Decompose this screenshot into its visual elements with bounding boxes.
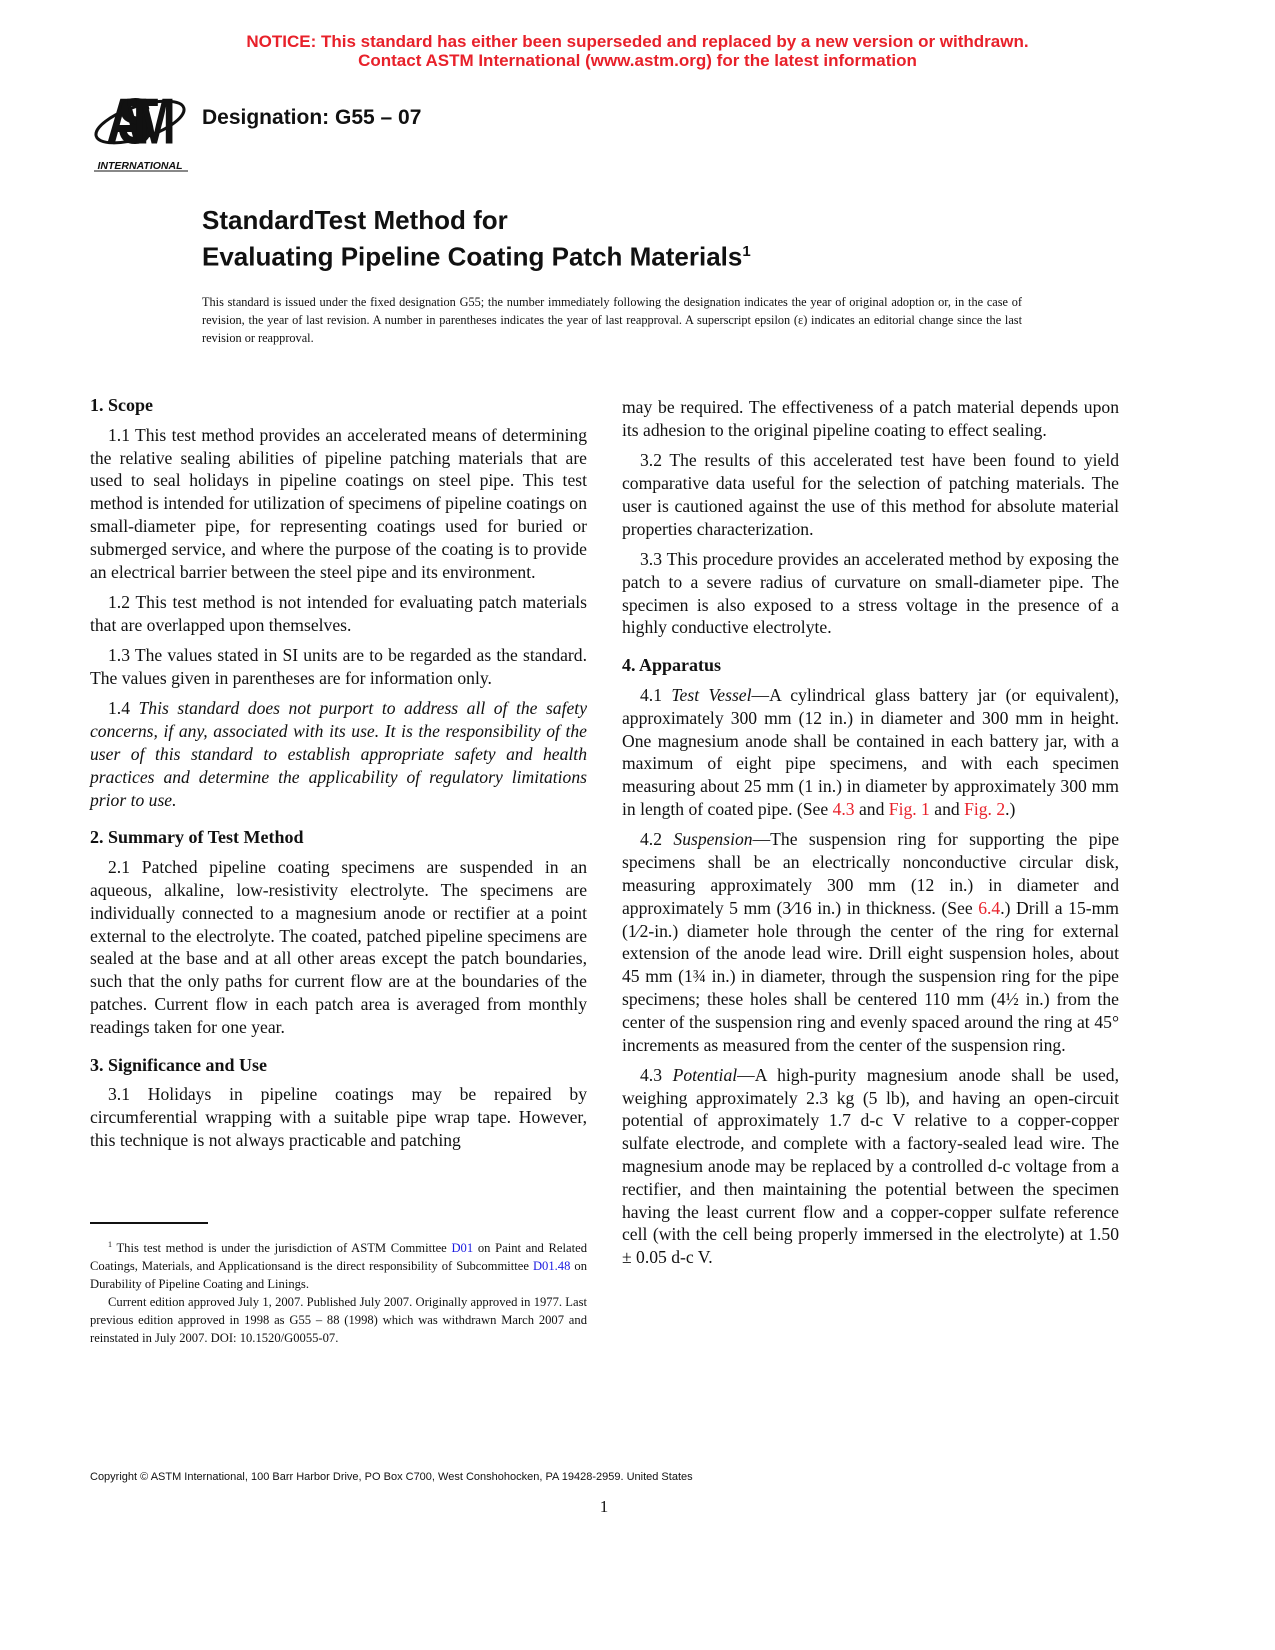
svg-text:ASTM: ASTM	[106, 86, 176, 159]
cross-reference-link[interactable]: Fig. 1	[888, 798, 930, 819]
section-heading	[622, 654, 1119, 677]
text-segment: on Durability of Pipeline Coating and Linings.	[90, 1259, 587, 1291]
paragraph	[90, 1083, 587, 1151]
footnote-divider	[90, 1222, 208, 1224]
text-segment: —A cylindrical glass battery jar (or equivalent), approximately 300 mm (12 in.) in diameter and 300 mm in height. One magnesium anode shall be contained in each battery jar, with a maximum of eight pipe specimens, and with each specimen measuring about 25 mm (1 in.) in diameter by approximately 300 mm in length of coated pipe. (See	[622, 684, 1120, 819]
text-segment: 1.1 This test method provides an accelerated means of determining the relative sealing abilities of pipeline patching materials that are used to seal holidays in pipeline coatings on steel pipe. This test method is intended for utilization of specimens of pipeline coatings on small-diameter pipe, for representing coatings used for buried or submerged service, and where the purpose of the coating is to provide an electrical barrier between the steel pipe and its environment.	[90, 424, 587, 582]
footnote	[90, 1294, 587, 1348]
paragraph	[90, 856, 587, 1038]
text-segment: This standard does not purport to address all of the safety concerns, if any, associated with its use. It is the responsibility of the user of this standard to establish appropriate safety and health practices and determine the applicability of regulatory limitations prior to use.	[90, 698, 587, 810]
footnotes	[90, 1236, 587, 1348]
astm-logo	[92, 80, 190, 172]
notice-line-1: NOTICE: This standard has either been superseded and replaced by a new version or withdrawn.	[246, 32, 1029, 51]
title-line-2-text: Evaluating Pipeline Coating Patch Materials	[202, 241, 743, 272]
text-segment: 1. Scope	[90, 395, 153, 415]
text-segment: 4.2	[640, 829, 674, 850]
text-segment: —The suspension ring for supporting the pipe specimens shall be an electrically nonconductive circular disk, measuring approximately 300 mm (12 in.) in diameter and approximately 5 mm (3⁄16 in.) in thickness. (See	[622, 829, 1119, 918]
text-segment: 1.4	[108, 698, 139, 719]
text-segment: 3.1 Holidays in pipeline coatings may be repaired by circumferential wrapping with a suitable pipe wrap tape. However, this technique is not always practicable and patching	[90, 1084, 587, 1150]
issued-note: This standard is issued under the fixed designation G55; the number immediately following the designation indicates the year of original adoption or, in the case of revision, the year of last revision. A number in parentheses indicates the year of last reapproval. A superscript epsilon (ε) indicates an editorial change since the last revision or reapproval.	[202, 295, 1022, 345]
section-heading	[90, 826, 587, 849]
text-segment: and	[929, 798, 965, 819]
text-segment: Potential	[672, 1064, 738, 1085]
cross-reference-link[interactable]: D01.48	[532, 1259, 571, 1274]
text-segment: Current edition approved July 1, 2007. Published July 2007. Originally approved in 1977. Last previous edition approved in 1998 as G55 – 88 (1998) which was withdrawn March 2007 and reinstated in July 2007. DOI: 10.1520/G0055-07.	[90, 1294, 587, 1345]
text-segment: Test Vessel	[671, 684, 752, 705]
paragraph	[622, 396, 1119, 442]
document-title	[202, 205, 751, 273]
left-column	[90, 394, 587, 1159]
title-line-2	[202, 236, 751, 273]
text-segment: 1.2 This test method is not intended for evaluating patch materials that are overlapped upon themselves.	[90, 591, 587, 635]
text-segment: 2.1 Patched pipeline coating specimens are suspended in an aqueous, alkaline, low-resistivity electrolyte. The specimens are individually connected to a magnesium anode or rectifier at a point external to the electrolyte. The coated, patched pipeline specimens are sealed at the base and at all other areas except the patch boundaries, such that the only paths for current flow are at the boundaries of the patches. Current flow in each patch area is averaged from monthly readings taken for one year.	[90, 857, 587, 1037]
text-segment: Suspension	[673, 829, 753, 850]
paragraph	[622, 449, 1119, 540]
text-segment: 3.2 The results of this accelerated test have been found to yield comparative data useful for the selection of patching materials. The user is cautioned against the use of this method for absolute material properties characterization.	[622, 450, 1119, 539]
footnote-marker: 1	[108, 1240, 112, 1249]
title-footnote-ref[interactable]: 1	[742, 243, 751, 260]
text-segment: 4.3	[640, 1064, 673, 1085]
section-heading	[90, 394, 587, 417]
notice-line-2: Contact ASTM International (www.astm.org) for the latest information	[358, 51, 917, 70]
text-segment: —A high-purity magnesium anode shall be used, weighing approximately 2.3 kg (5 lb), and having an open-circuit potential of approximately 1.7 d-c V relative to a copper-copper sulfate electrode, and complete with a factory-sealed lead wire. The magnesium anode may be replaced by a controlled d-c voltage from a rectifier, and then maintaining the potential between the specimen having the least current flow and a copper-copper sulfate reference cell (with the cell being properly immersed in the electrolyte) at 1.50 ± 0.05 d-c V.	[622, 1064, 1119, 1268]
cross-reference-link[interactable]: Fig. 2	[964, 798, 1006, 819]
svg-text:INTERNATIONAL: INTERNATIONAL	[97, 160, 183, 172]
cross-reference-link[interactable]: 4.3	[832, 798, 855, 819]
text-segment: may be required. The effectiveness of a patch material depends upon its adhesion to the original pipeline coating to effect sealing.	[622, 397, 1119, 440]
footnote	[90, 1236, 587, 1294]
text-segment: and	[854, 798, 889, 819]
page-number: 1	[599, 1497, 609, 1516]
text-segment: 2. Summary of Test Method	[90, 827, 304, 848]
paragraph	[90, 697, 587, 811]
paragraph	[622, 548, 1119, 639]
text-segment: 3. Significance and Use	[90, 1054, 268, 1075]
cross-reference-link[interactable]: D01	[451, 1241, 474, 1256]
text-segment: 3.3 This procedure provides an accelerated method by exposing the patch to a severe radius of curvature on small-diameter pipe. The specimen is also exposed to a stress voltage in the presence of a highly conductive electrolyte.	[622, 548, 1119, 638]
section-heading	[90, 1054, 587, 1077]
text-segment: .) Drill a 15-mm (1⁄2-in.) diameter hole through the center of the ring for external extension of the anode lead wire. Drill eight suspension holes, about 45 mm (1¾ in.) in diameter, through the suspension ring for the pipe specimens; these holes shall be centered 110 mm (4½ in.) from the center of the suspension ring and evenly spaced around the ring at 45° increments as measured from the center of the suspension ring.	[622, 897, 1119, 1055]
paragraph	[90, 591, 587, 637]
paragraph	[90, 644, 587, 690]
copyright: Copyright © ASTM International, 100 Barr Harbor Drive, PO Box C700, West Conshohocken, PA 19428-2959. United States	[90, 1471, 693, 1483]
text-segment: This test method is under the jurisdiction of ASTM Committee	[112, 1241, 452, 1256]
text-segment: 1.3 The values stated in SI units are to be regarded as the standard. The values given in parentheses are for information only.	[90, 645, 587, 688]
designation: Designation: G55 – 07	[202, 106, 422, 129]
cross-reference-link[interactable]: 6.4	[978, 897, 1001, 918]
paragraph	[622, 828, 1119, 1056]
right-column	[622, 396, 1119, 1277]
notice-banner	[0, 32, 1275, 70]
text-segment: 4. Apparatus	[622, 655, 722, 676]
text-segment: .)	[1005, 798, 1016, 819]
paragraph	[622, 684, 1119, 821]
paragraph	[90, 424, 587, 584]
text-segment: on Paint and Related Coatings, Materials, and Applicationsand is the direct responsibility of Subcommittee	[90, 1241, 587, 1274]
title-line-1: StandardTest Method for	[202, 205, 508, 235]
paragraph	[622, 1064, 1119, 1269]
text-segment: 4.1	[640, 684, 672, 705]
